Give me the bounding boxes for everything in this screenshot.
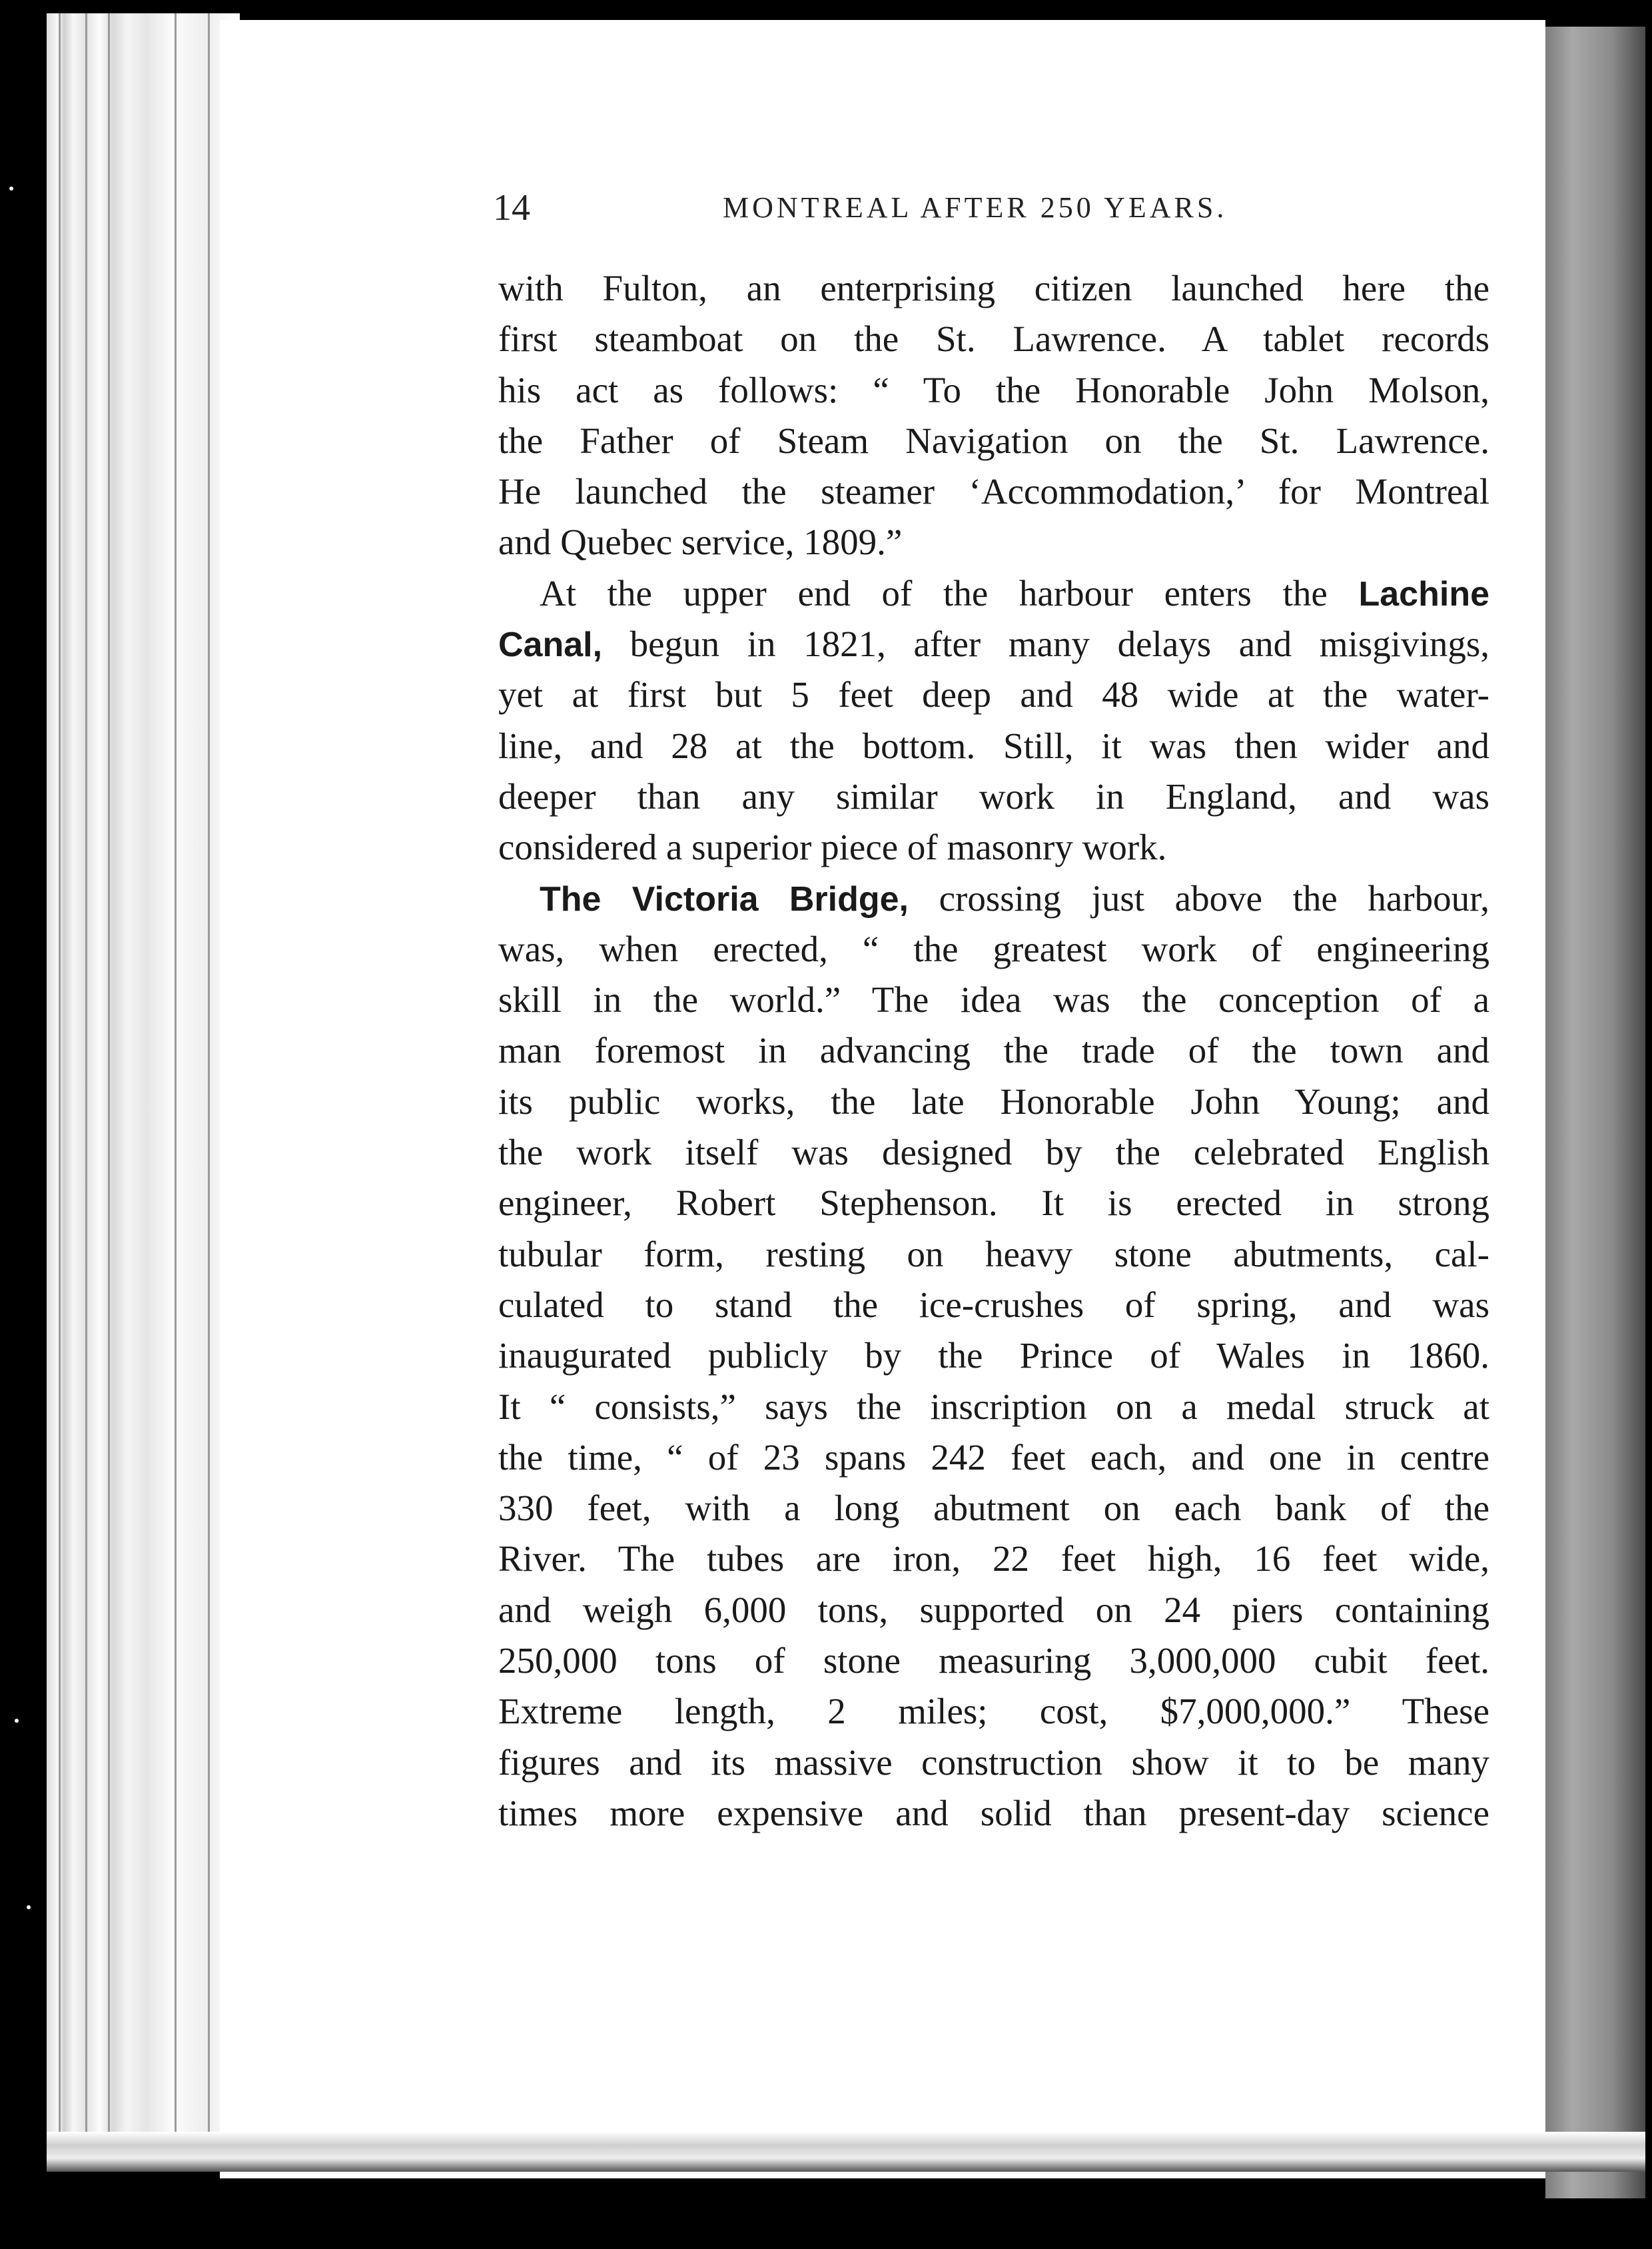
page-edge-line xyxy=(59,13,61,2152)
text-line: line, and 28 at the bottom. Still, it was then wider and xyxy=(498,725,1489,766)
scan-speck xyxy=(9,187,13,191)
text-line: considered a superior piece of masonry work. xyxy=(498,827,1167,868)
text-line: inaugurated publicly by the Prince of Wales in 1860. xyxy=(498,1335,1489,1376)
text-line: and Quebec service, 1809.” xyxy=(498,522,903,563)
text-line: figures and its massive construction show it to be many xyxy=(498,1741,1489,1783)
page-edge-line xyxy=(175,13,177,2152)
text-line: and weigh 6,000 tons, supported on 24 piers containing xyxy=(498,1589,1489,1630)
body-text xyxy=(498,263,1489,1839)
scan-speck xyxy=(15,1719,19,1723)
page-edge-line xyxy=(108,13,110,2152)
text-line: the Father of Steam Navigation on the St. Lawrence. xyxy=(498,420,1489,461)
text-line: He launched the steamer ‘Accommodation,’ for Montreal xyxy=(498,471,1489,512)
text-line: deeper than any similar work in England, and was xyxy=(498,775,1489,817)
bold-term: Lachine xyxy=(1358,574,1489,614)
page-edge-line xyxy=(208,13,210,2152)
text-line xyxy=(498,568,1489,619)
text-line: the work itself was designed by the celebrated English xyxy=(498,1132,1489,1173)
text-line: his act as follows: “ To the Honorable John Molson, xyxy=(498,369,1489,410)
text-line: skill in the world.” The idea was the conception of a xyxy=(498,979,1489,1021)
text-line: Extreme length, 2 miles; cost, $7,000,000.” These xyxy=(498,1691,1489,1732)
paragraph xyxy=(498,873,1489,1839)
bold-term: The Victoria Bridge, xyxy=(540,879,909,919)
text-line: times more expensive and solid than present-day science xyxy=(498,1792,1489,1833)
page-number: 14 xyxy=(493,187,530,228)
text-line: 330 feet, with a long abutment on each bank of the xyxy=(498,1488,1489,1529)
text-line: tubular form, resting on heavy stone abutments, cal- xyxy=(498,1233,1489,1274)
running-head: MONTREAL AFTER 250 YEARS. xyxy=(723,191,1228,224)
text-line: 250,000 tons of stone measuring 3,000,000 cubit feet. xyxy=(498,1640,1489,1681)
text-line: its public works, the late Honorable John Young; and xyxy=(498,1081,1489,1122)
text-line: with Fulton, an enterprising citizen launched here the xyxy=(498,268,1489,308)
text-line: man foremost in advancing the trade of the town and xyxy=(498,1030,1489,1071)
page-header xyxy=(493,181,1505,234)
text-line: yet at first but 5 feet deep and 48 wide at the water- xyxy=(498,674,1489,715)
text-line xyxy=(498,873,1489,924)
page-edge-line xyxy=(85,13,87,2152)
text-line: was, when erected, “ the greatest work of engineering xyxy=(498,928,1489,969)
scan-speck xyxy=(27,1905,31,1909)
text-line: It “ consists,” says the inscription on a medal struck at xyxy=(498,1386,1489,1427)
text-run: begun in 1821, after many delays and misgivings, xyxy=(602,624,1489,665)
text-line: River. The tubes are iron, 22 feet high, 16 feet wide, xyxy=(498,1538,1489,1579)
text-line: engineer, Robert Stephenson. It is erected in strong xyxy=(498,1182,1489,1224)
text-line: the time, “ of 23 spans 242 feet each, and one in centre xyxy=(498,1436,1489,1478)
text-run: crossing just above the harbour, xyxy=(909,877,1489,919)
page-bottom-edge xyxy=(47,2132,1645,2172)
paragraph xyxy=(498,263,1489,568)
paragraph xyxy=(498,568,1489,873)
page-gutter-shadow xyxy=(1545,27,1645,2198)
text-run: At the upper end of the harbour enters the xyxy=(540,572,1359,614)
text-line: first steamboat on the St. Lawrence. A tablet records xyxy=(498,318,1489,360)
bold-term: Canal, xyxy=(498,626,603,665)
text-line: culated to stand the ice-crushes of spring, and was xyxy=(498,1284,1489,1325)
book-page-edges xyxy=(47,13,240,2152)
text-line xyxy=(498,619,1489,670)
